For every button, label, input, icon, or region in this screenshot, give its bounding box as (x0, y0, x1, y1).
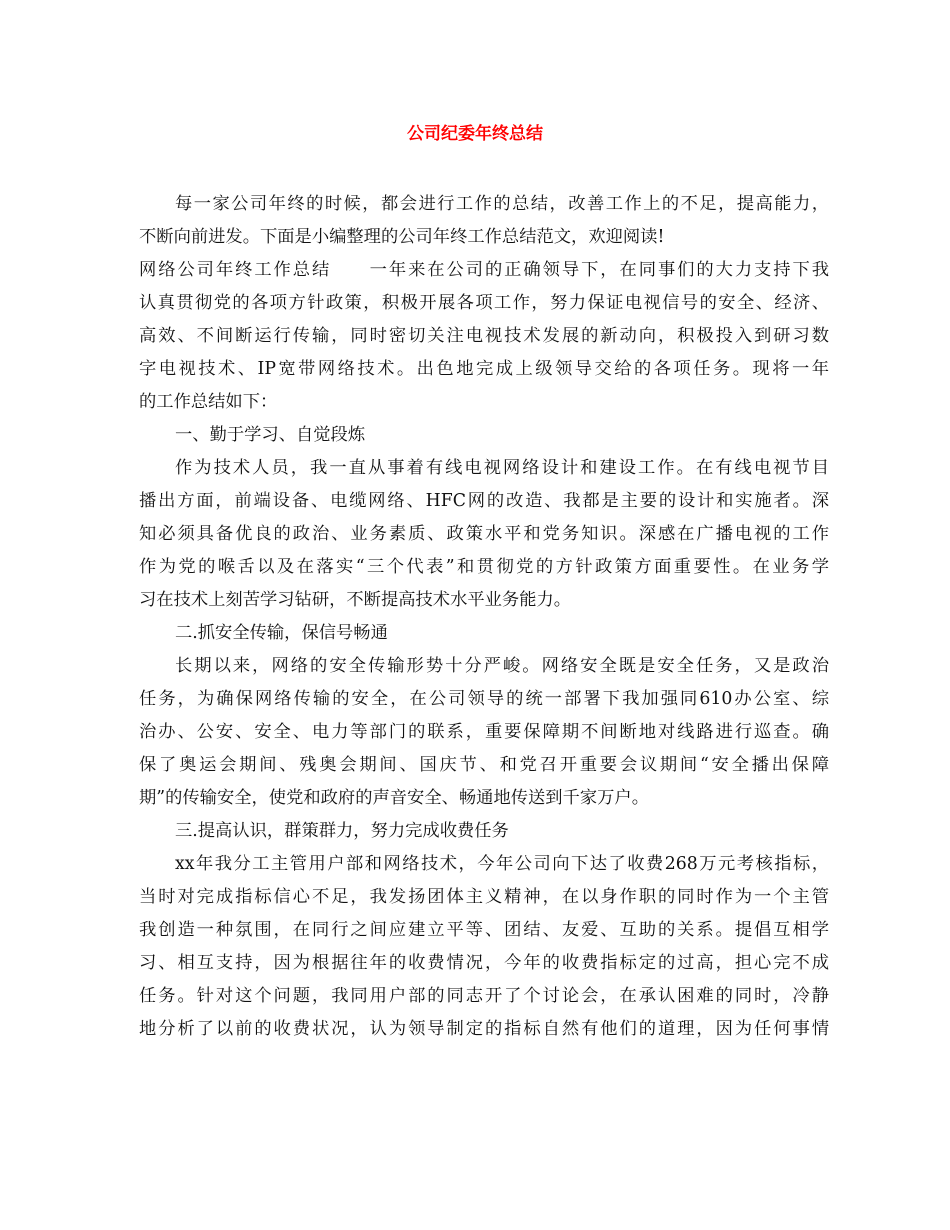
paragraph-line: 字电视技术、IP宽带网络技术。出色地完成上级领导交给的各项任务。现将一年 (139, 359, 829, 379)
paragraph-line: 习、相互支持，因为根据往年的收费情况，今年的收费指标定的过高，担心完不成 (139, 953, 829, 973)
paragraph-line: 作为党的喉舌以及在落实“三个代表”和贯彻党的方针政策方面重要性。在业务学 (139, 557, 829, 577)
paragraph-line: 知必须具备优良的政治、业务素质、政策水平和党务知识。深感在广播电视的工作 (139, 524, 829, 544)
paragraph-line: 的工作总结如下： (139, 392, 278, 412)
paragraph-line: 任务，为确保网络传输的安全，在公司领导的统一部署下我加强同610办公室、综 (139, 689, 829, 709)
paragraph-line: 播出方面，前端设备、电缆网络、HFC网的改造、我都是主要的设计和实施者。深 (139, 491, 829, 511)
paragraph-line: 地分析了以前的收费状况，认为领导制定的指标自然有他们的道理，因为任何事情 (139, 1019, 829, 1039)
section-heading: 一、勤于学习、自觉段炼 (175, 425, 366, 445)
paragraph-line: 不断向前进发。下面是小编整理的公司年终工作总结范文，欢迎阅读! (139, 227, 665, 247)
paragraph-line: 高效、不间断运行传输，同时密切关注电视技术发展的新动向，积极投入到研习数 (139, 326, 829, 346)
paragraph-line: 我创造一种氛围，在同行之间应建立平等、团结、友爱、互助的关系。提倡互相学 (139, 920, 829, 940)
paragraph-line: xx年我分工主管用户部和网络技术，今年公司向下达了收费268万元考核指标， (175, 854, 829, 874)
paragraph-line: 长期以来，网络的安全传输形势十分严峻。网络安全既是安全任务，又是政治 (175, 656, 829, 676)
paragraph-line: 任务。针对这个问题，我同用户部的同志开了个讨论会，在承认困难的同时，冷静 (139, 986, 829, 1006)
section-heading: 三.提高认识，群策群力，努力完成收费任务 (175, 821, 509, 841)
paragraph-line: 网络公司年终工作总结 一年来在公司的正确领导下，在同事们的大力支持下我 (139, 260, 829, 280)
paragraph-line: 习在技术上刻苦学习钻研，不断提高技术水平业务能力。 (139, 590, 572, 610)
section-heading: 二.抓安全传输，保信号畅通 (175, 623, 388, 643)
paragraph-line: 期”的传输安全，使党和政府的声音安全、畅通地传送到千家万户。 (139, 788, 649, 808)
document-title: 公司纪委年终总结 (407, 124, 543, 144)
document-body (139, 188, 829, 1046)
paragraph-line: 当时对完成指标信心不足，我发扬团体主义精神，在以身作职的同时作为一个主管 (139, 887, 829, 907)
paragraph-line: 治办、公安、安全、电力等部门的联系，重要保障期不间断地对线路进行巡查。确 (139, 722, 829, 742)
paragraph-line: 认真贯彻党的各项方针政策，积极开展各项工作，努力保证电视信号的安全、经济、 (139, 293, 829, 313)
paragraph-line: 保了奥运会期间、残奥会期间、国庆节、和党召开重要会议期间“安全播出保障 (139, 755, 829, 775)
paragraph-line: 每一家公司年终的时候，都会进行工作的总结，改善工作上的不足，提高能力， (175, 194, 829, 214)
paragraph-line: 作为技术人员，我一直从事着有线电视网络设计和建设工作。在有线电视节目 (175, 458, 829, 478)
